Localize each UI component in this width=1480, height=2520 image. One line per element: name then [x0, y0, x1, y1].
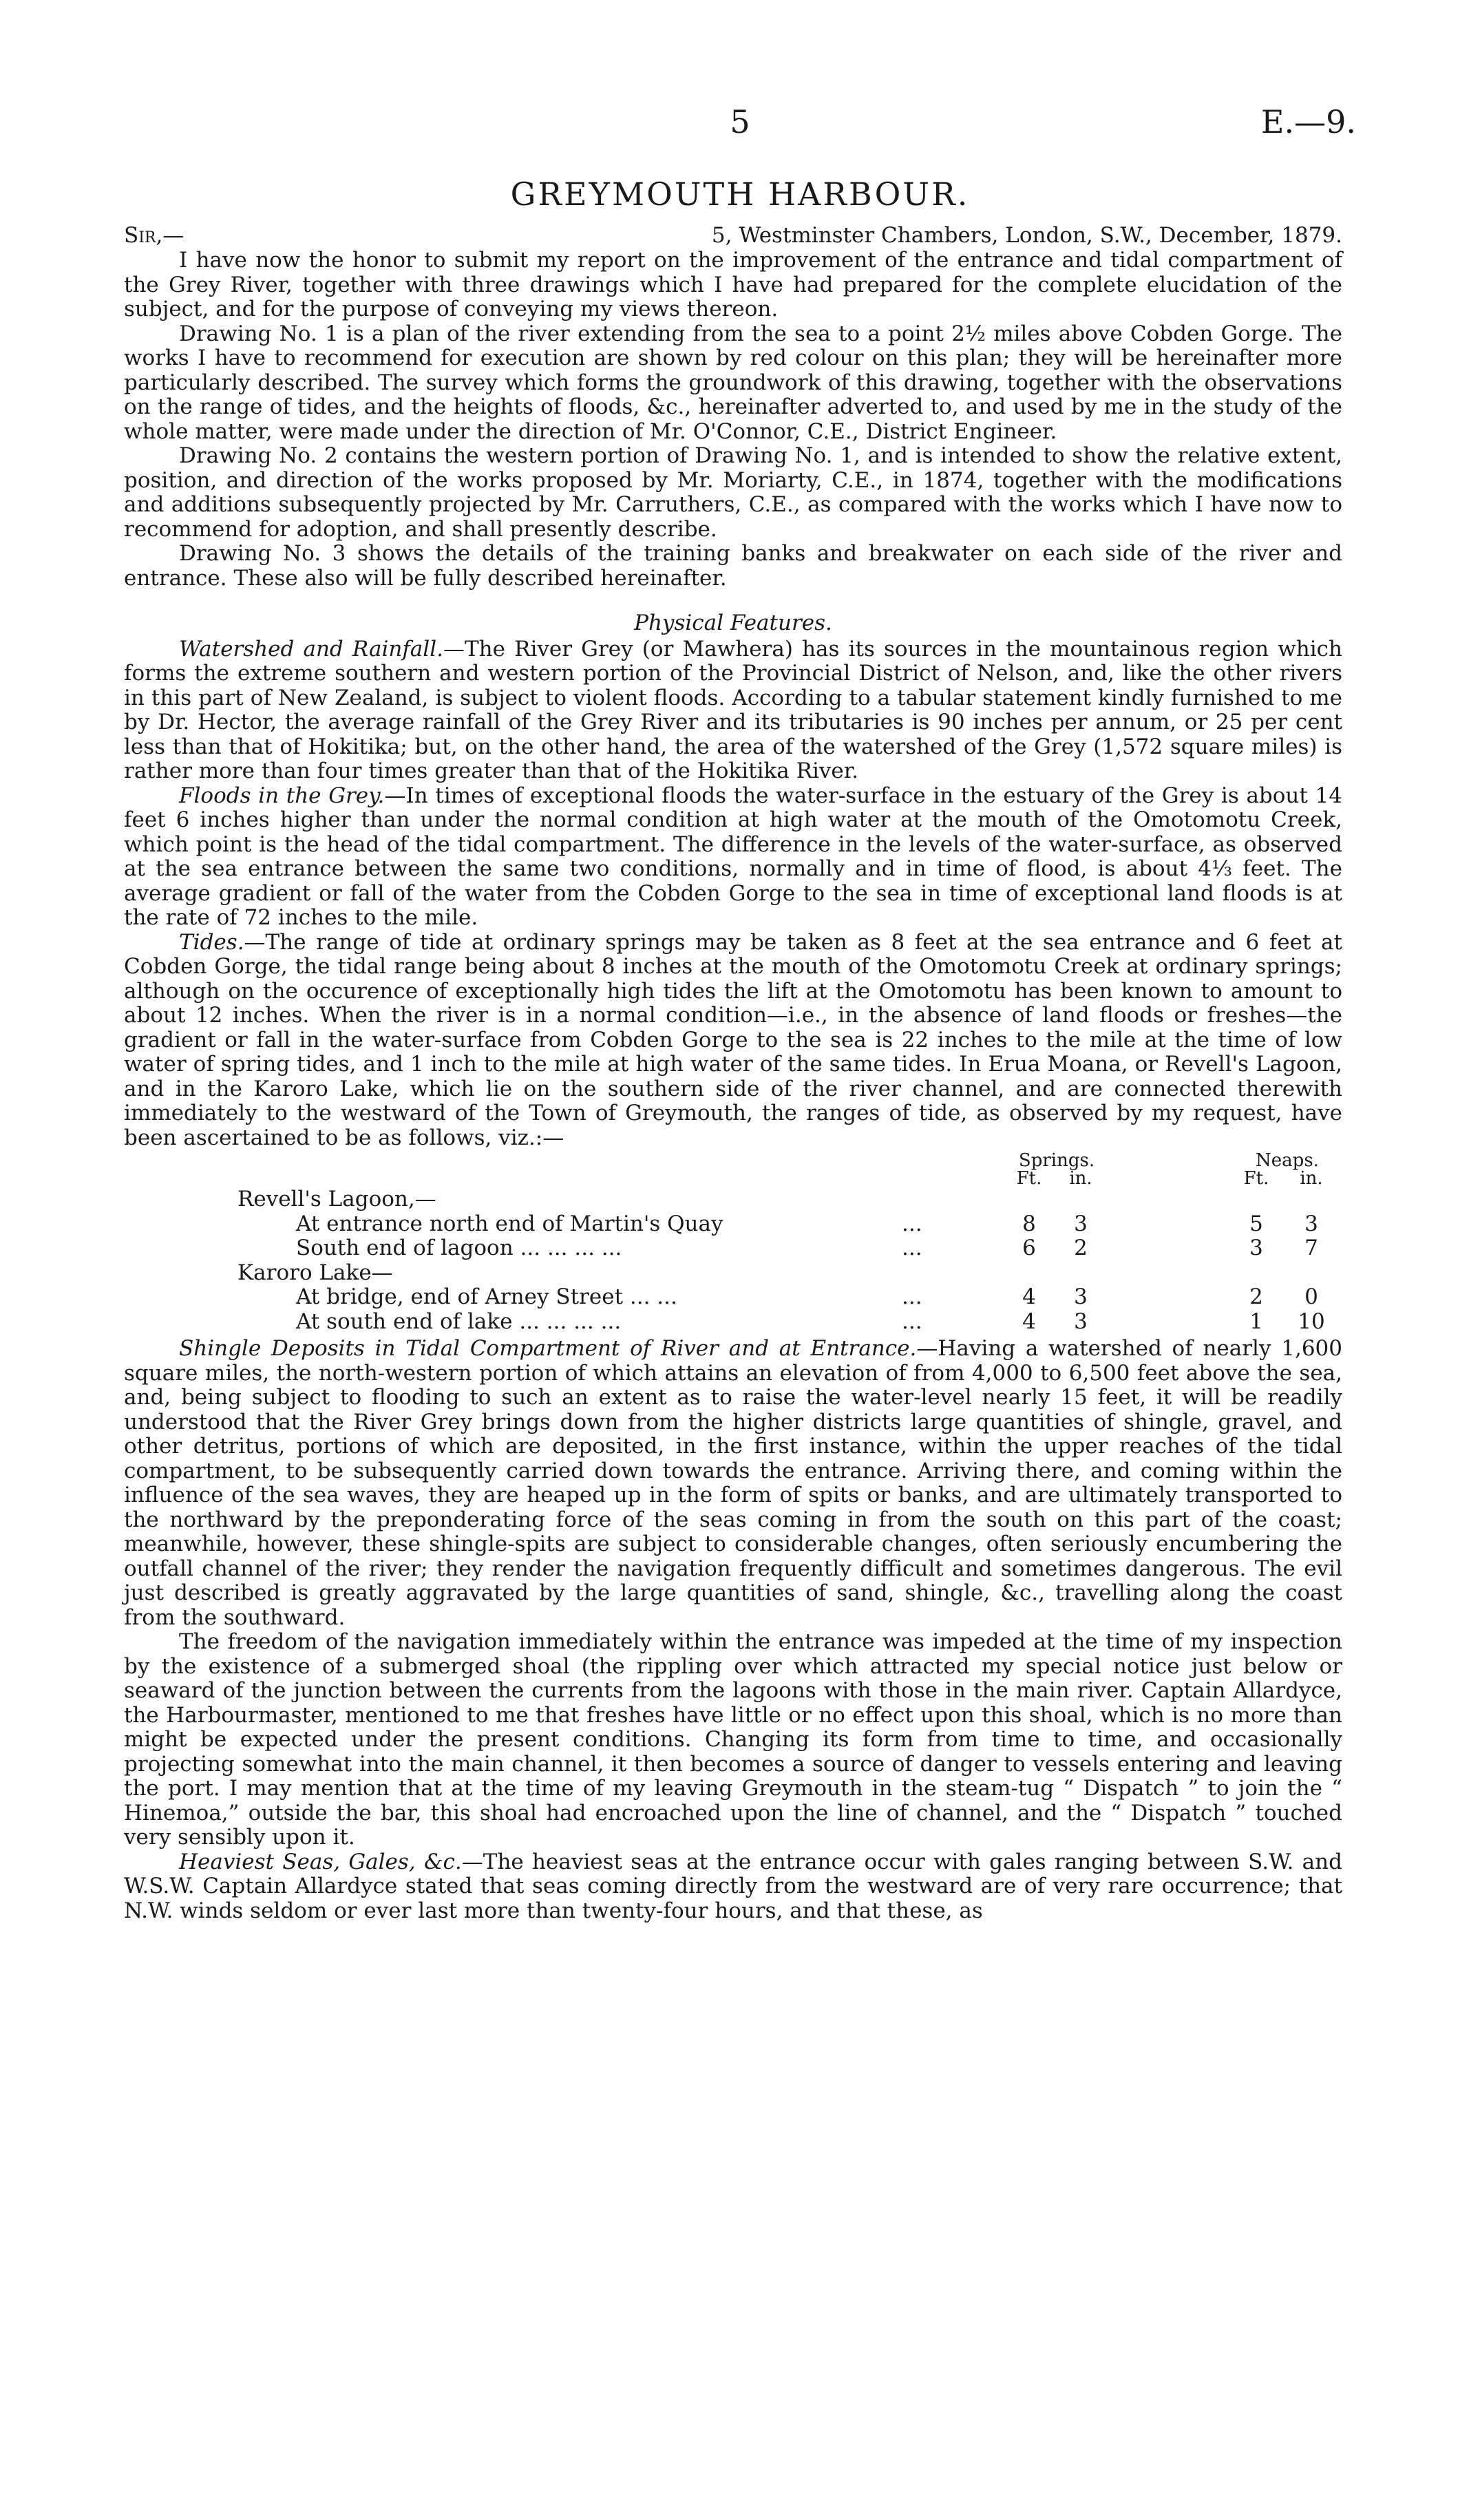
report-title: GREYMOUTH HARBOUR. — [510, 176, 970, 213]
paragraph-heaviest-seas — [124, 1850, 1342, 1924]
section-heading: Physical Features. — [634, 611, 832, 635]
paragraph-watershed — [124, 637, 1342, 784]
springs-ft: 4 — [1022, 1309, 1036, 1334]
seas-heading: Heaviest Seas, Gales, &c. — [179, 1849, 462, 1874]
seas-text: —The heaviest seas at the entrance occur with gales ranging between S.W. and W.S.W. Captain Allardyce stated that seas coming directly from the westward are of very rare occurrence; that N.W. winds seldom or ever last more than twenty-four hours, and that these, as — [124, 1849, 1342, 1923]
table-group-row — [124, 1187, 1342, 1212]
paragraph-tides — [124, 931, 1342, 1151]
paragraph-shingle — [124, 1337, 1342, 1630]
springs-column-header: Springs. — [1018, 1150, 1095, 1171]
neaps-ft: 1 — [1249, 1309, 1263, 1334]
row-label: At bridge, end of Arney Street ... ... — [296, 1284, 677, 1309]
row-label: South end of lagoon ... ... ... ... — [296, 1236, 622, 1260]
neaps-ft: 2 — [1249, 1284, 1263, 1309]
row-leader: ... — [902, 1236, 922, 1260]
paragraph-drawing-1: Drawing No. 1 is a plan of the river extending from the sea to a point 2½ miles above Cobden Gorge. The works I have to recommend for execution are shown by red colour on this plan; they will be hereinafter more particularly described. The survey which forms the groundwork of this drawing, together with the observations on the range of tides, and the heights of floods, &c., hereinafter adverted to, and used by me in the study of the whole matter, were made under the direction of Mr. O'Connor, C.E., District Engineer. — [124, 321, 1342, 444]
row-leader: ... — [902, 1309, 922, 1334]
springs-ft: 8 — [1022, 1211, 1036, 1236]
neaps-in: 7 — [1304, 1236, 1318, 1260]
springs-ft: 6 — [1022, 1236, 1036, 1260]
report-body — [124, 224, 1342, 1923]
group-revells-lagoon: Revell's Lagoon,— — [237, 1187, 436, 1211]
table-row — [124, 1236, 1342, 1261]
springs-ft: 4 — [1022, 1284, 1036, 1309]
springs-in: 3 — [1074, 1211, 1088, 1236]
watershed-text: —The River Grey (or Mawhera) has its sources in the mountainous region which forms the extreme southern and western portion of the Provincial District of Nelson, and, like the other rivers in this part of New Zealand, is subject to violent floods. According to a tabular statement kindly furnished to me by Dr. Hector, the average rainfall of the Grey River and its tributaries is 90 inches per annum, or 25 per cent less than that of Hokitika; but, on the other hand, the area of the watershed of the Grey (1,572 square miles) is rather more than four times greater than that of the Hokitika River. — [124, 636, 1342, 783]
table-row — [124, 1212, 1342, 1237]
table-row — [124, 1310, 1342, 1335]
row-leader: ... — [902, 1211, 922, 1236]
paragraph-intro: I have now the honor to submit my report on the improvement of the entrance and tidal compartment of the Grey River, together with three drawings which I have had prepared for the complete elucidation of the subject, and for the purpose of conveying my views thereon. — [124, 248, 1342, 321]
floods-heading: Floods in the Grey. — [179, 783, 385, 808]
paragraph-drawing-2: Drawing No. 2 contains the western portion of Drawing No. 1, and is intended to show the relative extent, position, and direction of the works proposed by Mr. Moriarty, C.E., in 1874, together with the modifications and additions subsequently projected by Mr. Carruthers, C.E., as compared with the works which I have now to recommend for adoption, and shall presently describe. — [124, 443, 1342, 542]
table-header-row — [124, 1152, 1342, 1169]
shingle-text: —Having a watershed of nearly 1,600 square miles, the north-western portion of which attains an elevation of from 4,000 to 6,500 feet above the sea, and, being subject to flooding to such an extent as to raise the water-level nearly 15 feet, it will be readily understood that the River Grey brings down from the higher districts large quantities of shingle, gravel, and other detritus, portions of which are deposited, in the first instance, within the upper reaches of the tidal compartment, to be subsequently carried down towards the entrance. Arriving there, and coming within the influence of the sea waves, they are heaped up in the form of spits or banks, and are ultimately transported to the northward by the preponderating force of the seas coming in from the south on this part of the coast; meanwhile, however, these shingle-spits are subject to considerable changes, often seriously encumbering the outfall channel of the river; they render the navigation frequently difficult and sometimes dangerous. The evil just described is greatly aggravated by the large quantities of sand, shingle, &c., travelling along the coast from the southward. — [124, 1336, 1342, 1630]
floods-text: —In times of exceptional floods the water-surface in the estuary of the Grey is about 14 feet 6 inches higher than under the normal condition at high water at the mouth of the Omotomotu Creek, which point is the head of the tidal compartment. The difference in the levels of the water-surface, as observed at the sea entrance between the same two conditions, normally and in time of flood, is about 4⅓ feet. The average gradient or fall of the water from the Cobden Gorge to the sea in time of exceptional land floods is at the rate of 72 inches to the mile. — [124, 783, 1342, 930]
page-header — [124, 103, 1356, 151]
neaps-ft: 5 — [1249, 1211, 1263, 1236]
page-number: 5 — [730, 103, 750, 140]
springs-ft-header: Ft. — [1016, 1168, 1042, 1189]
neaps-in: 10 — [1298, 1309, 1325, 1334]
neaps-ft: 3 — [1249, 1236, 1263, 1260]
neaps-column-header: Neaps. — [1256, 1150, 1319, 1171]
row-leader: ... — [902, 1284, 922, 1309]
row-label: At south end of lake ... ... ... ... — [296, 1309, 622, 1334]
neaps-in: 3 — [1304, 1211, 1318, 1236]
watershed-heading: Watershed and Rainfall. — [179, 636, 443, 661]
row-label: At entrance north end of Martin's Quay — [296, 1211, 723, 1236]
sender-address: 5, Westminster Chambers, London, S.W., December, 1879. — [711, 223, 1342, 248]
tide-range-table — [124, 1152, 1342, 1334]
neaps-ft-header: Ft. — [1243, 1168, 1269, 1189]
paragraph-floods — [124, 784, 1342, 931]
paragraph-shoal: The freedom of the navigation immediately within the entrance was impeded at the time of my inspection by the existence of a submerged shoal (the rippling over which attracted my special notice just below or seaward of the junction between the currents from the lagoons with those in the main river. Captain Allardyce, the Harbourmaster, mentioned to me that freshes have little or no effect upon this shoal, which is no more than might be expected under the present conditions. Changing its form from time to time, and occasionally projecting somewhat into the main channel, it then becomes a source of danger to vessels entering and leaving the port. I may mention that at the time of my leaving Greymouth in the steam-tug “ Dispatch ” to join the “ Hinemoa,” outside the bar, this shoal had encroached upon the line of channel, and the “ Dispatch ” touched very sensibly upon it. — [124, 1629, 1342, 1850]
salutation: Sir,— — [124, 223, 184, 248]
paragraph-drawing-3: Drawing No. 3 shows the details of the training banks and breakwater on each side of the river and entrance. These also will be fully described hereinafter. — [124, 541, 1342, 591]
neaps-in-header: in. — [1300, 1168, 1323, 1189]
springs-in-header: in. — [1069, 1168, 1092, 1189]
springs-in: 3 — [1074, 1309, 1088, 1334]
neaps-in: 0 — [1304, 1284, 1318, 1309]
tides-heading: Tides. — [179, 929, 244, 955]
springs-in: 2 — [1074, 1236, 1088, 1260]
table-group-row — [124, 1261, 1342, 1286]
table-row — [124, 1285, 1342, 1310]
group-karoro-lake: Karoro Lake— — [237, 1260, 393, 1285]
document-code: E.—9. — [1260, 103, 1356, 140]
tides-text: —The range of tide at ordinary springs may be taken as 8 feet at the sea entrance and 6 feet at Cobden Gorge, the tidal range being about 8 inches at the mouth of the Omotomotu Creek at ordinary springs; although on the occurence of exceptionally high tides the lift at the Omotomotu has been known to amount to about 12 inches. When the river is in a normal condition—i.e., in the absence of land floods or freshes—the gradient or fall in the water-surface from Cobden Gorge to the sea is 22 inches to the mile at the time of low water of spring tides, and 1 inch to the mile at high water of the same tides. In Erua Moana, or Revell's Lagoon, and in the Karoro Lake, which lie on the southern side of the river channel, and are connected therewith immediately to the westward of the Town of Greymouth, the ranges of tide, as observed by my request, have been ascertained to be as follows, viz.:— — [124, 929, 1342, 1150]
shingle-heading: Shingle Deposits in Tidal Compartment of River and at Entrance. — [179, 1336, 917, 1361]
springs-in: 3 — [1074, 1284, 1088, 1309]
salutation-line — [124, 224, 1342, 248]
table-unit-row — [124, 1169, 1342, 1187]
